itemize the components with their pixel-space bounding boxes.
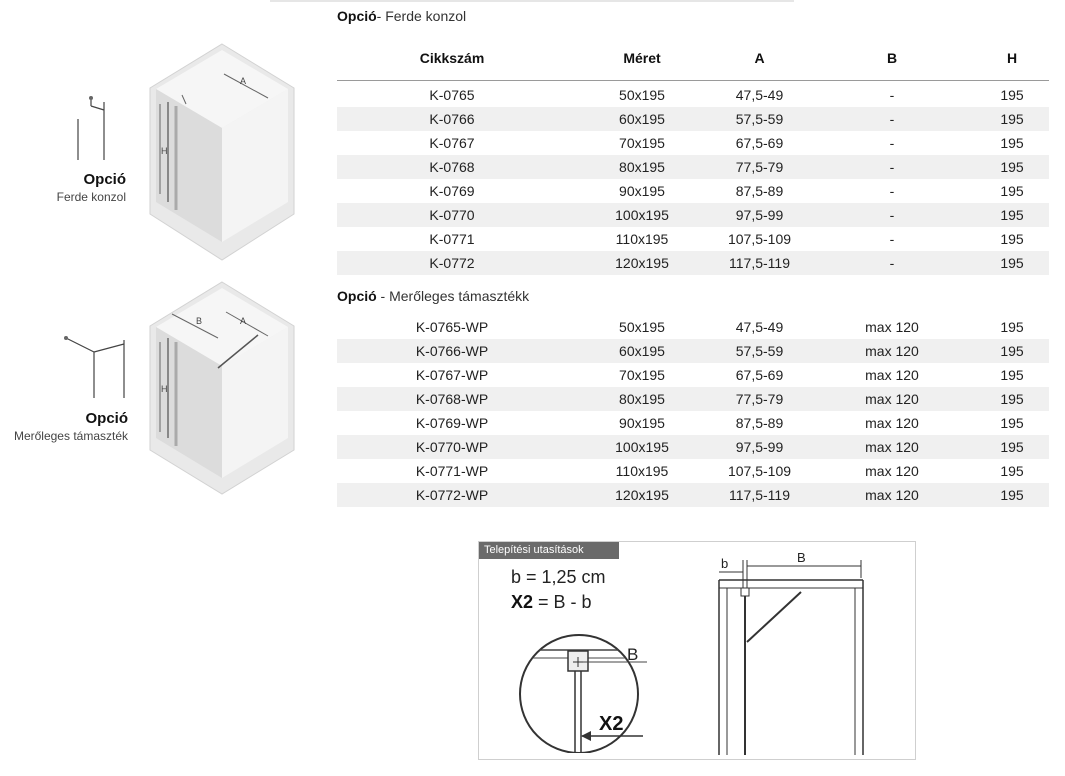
detail-label-b: B bbox=[627, 645, 639, 664]
cell-b: - bbox=[889, 159, 895, 175]
cell-meret: 110x195 bbox=[615, 463, 669, 479]
plan-drawing bbox=[711, 550, 871, 755]
installation-tag: Telepítési utasítások bbox=[479, 542, 619, 559]
cell-h: 195 bbox=[1000, 87, 1024, 103]
col-header-meret: Méret bbox=[623, 50, 661, 66]
cell-h: 195 bbox=[1000, 415, 1024, 431]
cell-meret: 80x195 bbox=[619, 391, 665, 407]
col-header-h: H bbox=[1006, 50, 1018, 66]
col-header-cikkszam: Cikkszám bbox=[419, 50, 485, 66]
cell-cikkszam: K-0767 bbox=[429, 135, 475, 151]
cell-a: 107,5-109 bbox=[727, 231, 792, 247]
ferde-konzol-icon bbox=[60, 92, 110, 162]
cell-meret: 50x195 bbox=[619, 87, 665, 103]
cell-a: 67,5-69 bbox=[735, 135, 784, 151]
cell-meret: 90x195 bbox=[619, 415, 665, 431]
table-row bbox=[337, 483, 1049, 507]
table-row bbox=[337, 131, 1049, 155]
table-row bbox=[337, 179, 1049, 203]
col-header-b: B bbox=[886, 50, 898, 66]
section-title-ferde: Opció- Ferde konzol bbox=[337, 8, 467, 24]
cell-b: max 120 bbox=[865, 439, 919, 455]
cell-b: max 120 bbox=[865, 415, 919, 431]
plan-label-b: B bbox=[797, 550, 806, 565]
table-header bbox=[337, 36, 1049, 81]
table-row bbox=[337, 203, 1049, 227]
shower-room-drawing-2 bbox=[148, 280, 298, 498]
cell-b: max 120 bbox=[865, 463, 919, 479]
cell-h: 195 bbox=[1000, 159, 1024, 175]
table-row bbox=[337, 387, 1049, 411]
cell-a: 97,5-99 bbox=[735, 207, 784, 223]
dim-label-h: H bbox=[161, 384, 168, 394]
table-ferde-konzol bbox=[337, 36, 1049, 275]
option-label-ferde: Opció Ferde konzol bbox=[56, 171, 126, 204]
cell-b: max 120 bbox=[865, 367, 919, 383]
cell-b: - bbox=[889, 183, 895, 199]
cell-a: 47,5-49 bbox=[735, 319, 784, 335]
cell-b: - bbox=[889, 207, 895, 223]
table-row bbox=[337, 459, 1049, 483]
table-meroleges-tamasztek bbox=[337, 315, 1049, 507]
cell-a: 77,5-79 bbox=[735, 391, 784, 407]
dim-label-h: H bbox=[161, 146, 168, 156]
cell-cikkszam: K-0772 bbox=[429, 255, 475, 271]
cell-h: 195 bbox=[1000, 111, 1024, 127]
table-row bbox=[337, 411, 1049, 435]
cell-h: 195 bbox=[1000, 135, 1024, 151]
cell-a: 47,5-49 bbox=[735, 87, 784, 103]
dim-label-a: A bbox=[240, 76, 247, 86]
table-row bbox=[337, 363, 1049, 387]
meroleges-tamasztek-icon bbox=[62, 330, 132, 400]
table-row bbox=[337, 435, 1049, 459]
col-header-a: A bbox=[754, 50, 765, 66]
cell-a: 97,5-99 bbox=[735, 439, 784, 455]
cell-meret: 100x195 bbox=[615, 439, 669, 455]
formula-b: b = 1,25 cm bbox=[511, 567, 606, 587]
cell-meret: 100x195 bbox=[615, 207, 669, 223]
cell-meret: 80x195 bbox=[619, 159, 665, 175]
cell-a: 77,5-79 bbox=[735, 159, 784, 175]
section-title-meroleges: Opció - Merőleges támasztékk bbox=[337, 288, 530, 304]
cell-h: 195 bbox=[1000, 319, 1024, 335]
cell-cikkszam: K-0771-WP bbox=[415, 463, 489, 479]
cell-cikkszam: K-0769-WP bbox=[415, 415, 489, 431]
detail-circle-drawing bbox=[515, 628, 655, 753]
cell-meret: 70x195 bbox=[619, 367, 665, 383]
table-row bbox=[337, 315, 1049, 339]
cell-b: - bbox=[889, 255, 895, 271]
dim-label-b: B bbox=[196, 316, 203, 326]
cell-a: 117,5-119 bbox=[729, 255, 790, 271]
table-row bbox=[337, 107, 1049, 131]
cell-h: 195 bbox=[1000, 391, 1024, 407]
cell-a: 67,5-69 bbox=[735, 367, 784, 383]
cell-h: 195 bbox=[1000, 207, 1024, 223]
top-divider bbox=[270, 0, 794, 2]
cell-cikkszam: K-0765-WP bbox=[415, 319, 489, 335]
cell-h: 195 bbox=[1000, 231, 1024, 247]
cell-b: max 120 bbox=[865, 319, 919, 335]
cell-meret: 90x195 bbox=[619, 183, 665, 199]
cell-cikkszam: K-0767-WP bbox=[415, 367, 489, 383]
cell-cikkszam: K-0772-WP bbox=[415, 487, 489, 503]
cell-cikkszam: K-0770-WP bbox=[415, 439, 489, 455]
cell-a: 87,5-89 bbox=[735, 415, 784, 431]
installation-box bbox=[478, 541, 916, 760]
cell-a: 57,5-59 bbox=[735, 111, 784, 127]
cell-meret: 50x195 bbox=[619, 319, 665, 335]
cell-meret: 60x195 bbox=[619, 111, 665, 127]
formula-x2: X2 = B - b bbox=[511, 592, 592, 612]
cell-cikkszam: K-0768-WP bbox=[415, 391, 489, 407]
cell-cikkszam: K-0769 bbox=[429, 183, 475, 199]
dim-label-a: A bbox=[240, 316, 247, 326]
cell-h: 195 bbox=[1000, 343, 1024, 359]
cell-meret: 70x195 bbox=[619, 135, 665, 151]
cell-meret: 60x195 bbox=[619, 343, 665, 359]
cell-meret: 120x195 bbox=[615, 487, 669, 503]
cell-meret: 110x195 bbox=[615, 231, 669, 247]
cell-b: - bbox=[889, 87, 895, 103]
cell-b: max 120 bbox=[865, 487, 919, 503]
cell-cikkszam: K-0765 bbox=[429, 87, 475, 103]
cell-b: - bbox=[889, 231, 895, 247]
cell-cikkszam: K-0768 bbox=[429, 159, 475, 175]
cell-b: - bbox=[889, 135, 895, 151]
cell-h: 195 bbox=[1000, 463, 1024, 479]
cell-h: 195 bbox=[1000, 487, 1024, 503]
cell-b: max 120 bbox=[865, 343, 919, 359]
plan-label-b-small: b bbox=[721, 556, 729, 571]
cell-h: 195 bbox=[1000, 255, 1024, 271]
cell-h: 195 bbox=[1000, 183, 1024, 199]
table-row bbox=[337, 251, 1049, 275]
cell-h: 195 bbox=[1000, 367, 1024, 383]
cell-h: 195 bbox=[1000, 439, 1024, 455]
cell-cikkszam: K-0766 bbox=[429, 111, 475, 127]
table-row bbox=[337, 83, 1049, 107]
table-row bbox=[337, 339, 1049, 363]
cell-cikkszam: K-0771 bbox=[429, 231, 475, 247]
cell-meret: 120x195 bbox=[615, 255, 669, 271]
detail-label-x2: X2 bbox=[599, 713, 624, 735]
cell-a: 107,5-109 bbox=[727, 463, 792, 479]
table-row bbox=[337, 227, 1049, 251]
cell-a: 87,5-89 bbox=[735, 183, 784, 199]
shower-room-drawing-1 bbox=[148, 42, 298, 264]
cell-a: 117,5-119 bbox=[729, 487, 790, 503]
option-label-meroleges: Opció Merőleges támaszték bbox=[13, 410, 128, 443]
cell-a: 57,5-59 bbox=[735, 343, 784, 359]
cell-cikkszam: K-0770 bbox=[429, 207, 475, 223]
cell-b: - bbox=[889, 111, 895, 127]
table-row bbox=[337, 155, 1049, 179]
cell-b: max 120 bbox=[865, 391, 919, 407]
cell-cikkszam: K-0766-WP bbox=[415, 343, 489, 359]
